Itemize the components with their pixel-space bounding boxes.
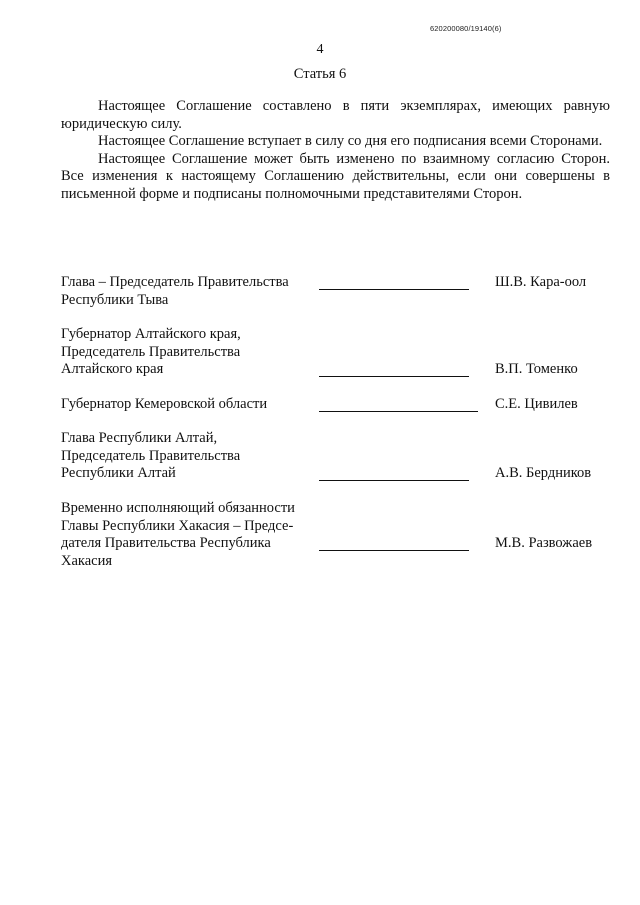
signatory-title: Глава – Председатель Правительства Республики Тыва <box>61 274 289 308</box>
signatory-name: В.П. Томенко <box>495 361 578 377</box>
signatory-title: Губернатор Кемеровской области <box>61 396 268 412</box>
document-number: 620200080/19140(6) <box>430 24 502 33</box>
paragraph-effect: Настоящее Соглашение вступает в силу со дня его подписания всеми Сторонами. <box>98 133 603 150</box>
signatory-name: М.В. Развожаев <box>495 535 593 551</box>
paragraph-copies: Настоящее Соглашение составлено в пяти экземплярах, имеющих равную юридическую силу. <box>61 98 610 132</box>
signatory-name: А.В. Бердников <box>495 465 592 481</box>
signatory-name: С.Е. Цивилев <box>495 396 578 412</box>
article-body <box>61 98 610 204</box>
article-title: Статья 6 <box>293 66 347 82</box>
signatory-title: Глава Республики Алтай, Председатель Правительства Республики Алтай <box>61 430 241 482</box>
signatory-title: Губернатор Алтайского края, Председатель Правительства Алтайского края <box>61 326 241 378</box>
signature-line <box>319 411 478 412</box>
paragraph-amendments: Настоящее Соглашение может быть изменено по взаимному согласию Сторон. Все изменения к настоящему Соглашению действительны, если они совершены в письменной форме и подписаны полномочными представителями Сторон. <box>61 150 610 202</box>
signature-line <box>319 480 469 481</box>
page-number: 4 <box>316 42 324 57</box>
signature-line <box>319 376 469 377</box>
signatory-name: Ш.В. Кара-оол <box>495 274 587 290</box>
signatory-title: Временно исполняющий обязанности Главы Республики Хакасия – Предсе- дателя Правительства Республика Хакасия <box>61 500 295 569</box>
signature-line <box>319 550 469 551</box>
signature-line <box>319 289 469 290</box>
